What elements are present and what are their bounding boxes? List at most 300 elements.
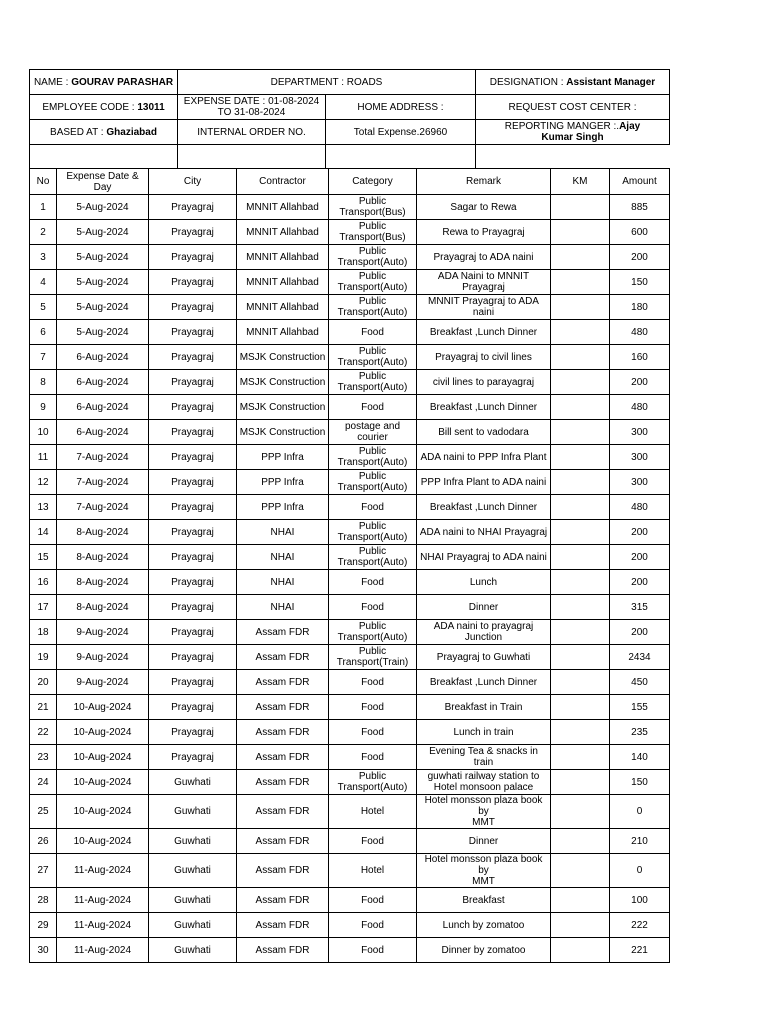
cell-contractor-text: MSJK Construction: [239, 376, 326, 388]
cell-no: [30, 420, 57, 445]
cell-amount: [610, 520, 670, 545]
cell-amount-text: 600: [631, 226, 648, 238]
cell-city-text: Prayagraj: [171, 501, 214, 513]
table-row: [30, 270, 670, 295]
cell-remark-text: MMT: [472, 876, 495, 887]
cell-contractor-text: Assam FDR: [255, 651, 310, 663]
cell-contractor: [237, 670, 329, 695]
cell-no-text: 1: [40, 201, 46, 213]
cell-amount-text: 200: [631, 376, 648, 388]
cell-city: [149, 395, 237, 420]
cell-city-text: Prayagraj: [171, 601, 214, 613]
cell-no-text: 14: [37, 526, 49, 538]
cell-date-text: 5-Aug-2024: [76, 326, 129, 338]
cell-no-text: 13: [37, 501, 49, 513]
cell-city-text: Guwhati: [174, 776, 211, 788]
cell-category: [329, 395, 417, 420]
cell-date-text: 9-Aug-2024: [76, 651, 129, 663]
cell-contractor-text: NHAI: [270, 551, 295, 563]
cell-city: [149, 854, 237, 888]
cell-no: [30, 795, 57, 829]
cell-no-text: 11: [37, 451, 49, 463]
cell-city: [149, 795, 237, 829]
cell-city-text: Guwhati: [174, 944, 211, 956]
cell-city-text: Prayagraj: [171, 226, 214, 238]
cell-date-text: 7-Aug-2024: [76, 476, 129, 488]
cell-remark-text: Prayagraj to civil lines: [435, 351, 532, 363]
column-header-row: [30, 169, 670, 195]
cell-category: [329, 720, 417, 745]
cell-city: [149, 770, 237, 795]
cell-amount-text: 885: [631, 201, 648, 213]
cell-category-text: Food: [361, 676, 384, 688]
cell-city: [149, 495, 237, 520]
cell-km: [551, 395, 610, 420]
cell-category-text: Transport(Auto): [337, 482, 408, 493]
cell-date: [57, 888, 149, 913]
cell-km: [551, 195, 610, 220]
cell-contractor-text: MSJK Construction: [239, 426, 326, 438]
cell-contractor-text: PPP Infra: [261, 451, 304, 463]
cell-km: [551, 620, 610, 645]
cell-category-text: Public: [358, 246, 387, 257]
cell-remark: [417, 645, 551, 670]
cell-km: [551, 938, 610, 963]
cell-remark-text: PPP Infra Plant to ADA naini: [420, 476, 547, 488]
designation: DESIGNATION : Assistant Manager: [476, 70, 670, 95]
cell-city: [149, 829, 237, 854]
cell-no: [30, 829, 57, 854]
cell-no-text: 27: [37, 865, 49, 876]
cell-contractor-text: MNNIT Allahbad: [246, 301, 319, 313]
cell-remark-text: Bill sent to vadodara: [438, 426, 529, 438]
cell-amount-text: 200: [631, 526, 648, 538]
cell-amount: [610, 620, 670, 645]
cell-no-text: 5: [40, 301, 46, 313]
cell-city: [149, 370, 237, 395]
cell-category: [329, 645, 417, 670]
col-amount: Amount: [610, 169, 670, 195]
total-expense: Total Expense.26960: [326, 120, 476, 145]
cell-amount-text: 155: [631, 701, 648, 713]
cell-category-text: Public: [358, 621, 387, 632]
cell-remark: [417, 670, 551, 695]
cell-date-text: 7-Aug-2024: [76, 451, 129, 463]
cell-city-text: Guwhati: [174, 806, 211, 817]
cell-city-text: Guwhati: [174, 835, 211, 847]
cell-amount-text: 300: [631, 451, 648, 463]
cell-category: [329, 829, 417, 854]
cell-date: [57, 370, 149, 395]
cell-no-text: 23: [37, 751, 49, 763]
cell-city: [149, 545, 237, 570]
cell-category-text: Transport(Bus): [339, 207, 406, 218]
cell-city-text: Guwhati: [174, 865, 211, 876]
cell-contractor-text: NHAI: [270, 526, 295, 538]
table-row: [30, 420, 670, 445]
cell-amount: [610, 595, 670, 620]
cell-category-text: Hotel: [360, 806, 385, 817]
cell-no-text: 18: [37, 626, 49, 638]
blank-cell: [326, 145, 476, 169]
cell-date-text: 6-Aug-2024: [76, 376, 129, 388]
cell-city-text: Prayagraj: [171, 201, 214, 213]
cell-city: [149, 570, 237, 595]
cell-category: [329, 520, 417, 545]
table-row: [30, 854, 670, 888]
cell-date-text: 10-Aug-2024: [73, 726, 132, 738]
cell-remark: [417, 320, 551, 345]
cell-remark-text: Prayagraj to Guwhati: [436, 651, 531, 663]
cell-km: [551, 570, 610, 595]
col-contractor: Contractor: [237, 169, 329, 195]
cell-remark-text: Lunch: [469, 576, 498, 588]
cell-date-text: 5-Aug-2024: [76, 226, 129, 238]
cell-remark-text: NHAI Prayagraj to ADA naini: [420, 551, 547, 563]
cell-amount: [610, 670, 670, 695]
cell-category-text: Food: [361, 576, 384, 588]
cell-no: [30, 245, 57, 270]
cell-no-text: 29: [37, 919, 49, 931]
cell-amount-text: 0: [636, 865, 643, 876]
employee-code: EMPLOYEE CODE : 13011: [30, 95, 178, 120]
cell-date: [57, 270, 149, 295]
table-row: [30, 888, 670, 913]
table-row: [30, 829, 670, 854]
cell-contractor: [237, 745, 329, 770]
cell-no: [30, 913, 57, 938]
table-row: [30, 220, 670, 245]
cell-city: [149, 520, 237, 545]
cell-remark-text: Breakfast ,Lunch Dinner: [429, 676, 538, 688]
cell-contractor-text: PPP Infra: [261, 501, 304, 513]
cell-amount: [610, 770, 670, 795]
cell-remark-text: Lunch in train: [453, 726, 514, 738]
table-row: [30, 195, 670, 220]
cell-amount: [610, 270, 670, 295]
cell-contractor-text: Assam FDR: [255, 626, 310, 638]
cell-km: [551, 645, 610, 670]
cell-amount: [610, 829, 670, 854]
cell-km: [551, 270, 610, 295]
table-row: [30, 445, 670, 470]
cell-category: [329, 670, 417, 695]
cell-amount: [610, 245, 670, 270]
cell-remark: [417, 345, 551, 370]
cell-remark: [417, 720, 551, 745]
cell-km: [551, 545, 610, 570]
cell-contractor: [237, 370, 329, 395]
cell-date-text: 5-Aug-2024: [76, 201, 129, 213]
cell-amount-text: 480: [631, 501, 648, 513]
cell-remark: [417, 270, 551, 295]
cell-remark: [417, 770, 551, 795]
cell-remark-text: Prayagraj to ADA naini: [433, 251, 534, 263]
cell-remark-text: Breakfast ,Lunch Dinner: [429, 401, 538, 413]
cell-remark: [417, 695, 551, 720]
expense-header-table: [29, 69, 670, 169]
internal-order-no: INTERNAL ORDER NO.: [178, 120, 326, 145]
cell-contractor-text: Assam FDR: [255, 751, 310, 763]
cell-remark: [417, 420, 551, 445]
cell-km: [551, 320, 610, 345]
cell-remark: [417, 795, 551, 829]
cell-remark-text: ADA naini to prayagraj: [433, 621, 534, 632]
table-row: [30, 620, 670, 645]
cell-amount-text: 200: [631, 551, 648, 563]
cell-contractor: [237, 295, 329, 320]
col-city: City: [149, 169, 237, 195]
cell-km: [551, 245, 610, 270]
cell-category: [329, 854, 417, 888]
cell-category-text: Transport(Auto): [337, 532, 408, 543]
cell-date: [57, 495, 149, 520]
cell-city: [149, 670, 237, 695]
cell-km: [551, 720, 610, 745]
cell-date: [57, 695, 149, 720]
cell-category-text: Hotel: [360, 865, 385, 876]
cell-city: [149, 270, 237, 295]
cell-category: [329, 495, 417, 520]
cell-remark-text: Breakfast: [462, 894, 505, 906]
cell-remark: [417, 570, 551, 595]
cell-no-text: 16: [37, 576, 49, 588]
cell-category: [329, 420, 417, 445]
cell-remark: [417, 370, 551, 395]
cell-city: [149, 470, 237, 495]
cell-city: [149, 220, 237, 245]
cell-amount-text: 210: [631, 835, 648, 847]
cell-date-text: 8-Aug-2024: [76, 526, 129, 538]
cell-remark: [417, 620, 551, 645]
cell-remark: [417, 245, 551, 270]
cell-no: [30, 520, 57, 545]
table-row: [30, 695, 670, 720]
cell-date: [57, 545, 149, 570]
cell-date-text: 6-Aug-2024: [76, 351, 129, 363]
cell-remark-text: ADA naini to NHAI Prayagraj: [419, 526, 548, 538]
cell-city-text: Guwhati: [174, 894, 211, 906]
cell-remark: [417, 595, 551, 620]
cell-amount: [610, 395, 670, 420]
cell-city: [149, 720, 237, 745]
cell-date-text: 5-Aug-2024: [76, 251, 129, 263]
cell-category: [329, 595, 417, 620]
table-row: [30, 520, 670, 545]
cell-km: [551, 420, 610, 445]
cell-city: [149, 913, 237, 938]
cell-no-text: 6: [40, 326, 46, 338]
cell-no: [30, 645, 57, 670]
cell-km: [551, 445, 610, 470]
cell-category-text: Public: [358, 221, 387, 232]
cell-amount: [610, 938, 670, 963]
cell-amount: [610, 220, 670, 245]
table-row: [30, 545, 670, 570]
cell-contractor: [237, 470, 329, 495]
cell-amount: [610, 420, 670, 445]
cell-contractor: [237, 829, 329, 854]
cell-amount-text: 200: [631, 576, 648, 588]
cell-city-text: Prayagraj: [171, 351, 214, 363]
cell-contractor: [237, 695, 329, 720]
cell-remark: [417, 395, 551, 420]
cell-no: [30, 470, 57, 495]
cell-category: [329, 320, 417, 345]
cell-km: [551, 770, 610, 795]
cell-date: [57, 645, 149, 670]
table-row: [30, 370, 670, 395]
cell-date: [57, 854, 149, 888]
cell-remark: [417, 195, 551, 220]
cell-category-text: Public: [358, 521, 387, 532]
cell-no-text: 20: [37, 676, 49, 688]
cell-contractor: [237, 320, 329, 345]
cell-amount: [610, 795, 670, 829]
cell-date: [57, 829, 149, 854]
cell-contractor: [237, 620, 329, 645]
cell-city-text: Prayagraj: [171, 626, 214, 638]
cell-no-text: 28: [37, 894, 49, 906]
cell-no: [30, 270, 57, 295]
cell-no: [30, 320, 57, 345]
cell-date-text: 8-Aug-2024: [76, 551, 129, 563]
cell-category: [329, 195, 417, 220]
cell-remark: [417, 495, 551, 520]
cell-city-text: Prayagraj: [171, 276, 214, 288]
cell-amount-text: 480: [631, 401, 648, 413]
cell-date-text: 6-Aug-2024: [76, 401, 129, 413]
cell-category-text: Transport(Auto): [337, 782, 408, 793]
cell-category: [329, 345, 417, 370]
cell-amount-text: 140: [631, 751, 648, 763]
cell-remark: [417, 745, 551, 770]
table-row: [30, 470, 670, 495]
cell-city: [149, 595, 237, 620]
cell-city-text: Prayagraj: [171, 551, 214, 563]
cell-no-text: 12: [37, 476, 49, 488]
cell-city-text: Prayagraj: [171, 751, 214, 763]
cell-contractor: [237, 645, 329, 670]
cell-contractor: [237, 720, 329, 745]
cell-amount-text: 300: [631, 426, 648, 438]
cell-city: [149, 888, 237, 913]
cell-date: [57, 420, 149, 445]
cell-contractor: [237, 270, 329, 295]
cell-remark-text: Dinner: [468, 601, 499, 613]
cell-contractor-text: MSJK Construction: [239, 351, 326, 363]
cell-city: [149, 645, 237, 670]
cell-contractor-text: Assam FDR: [255, 944, 310, 956]
cell-city-text: Guwhati: [174, 919, 211, 931]
cell-no-text: 19: [37, 651, 49, 663]
cell-no: [30, 938, 57, 963]
cell-contractor: [237, 888, 329, 913]
cell-category-text: Food: [361, 701, 384, 713]
cell-remark: [417, 913, 551, 938]
cell-remark-text: Hotel monsson plaza book by: [424, 854, 543, 876]
table-row: [30, 570, 670, 595]
cell-city-text: Prayagraj: [171, 376, 214, 388]
cell-no-text: 7: [40, 351, 46, 363]
cell-city: [149, 195, 237, 220]
expense-date: EXPENSE DATE : 01-08-2024 TO 31-08-2024: [178, 95, 326, 120]
cell-contractor: [237, 595, 329, 620]
cell-date-text: 5-Aug-2024: [76, 301, 129, 313]
table-row: [30, 245, 670, 270]
cell-contractor-text: Assam FDR: [255, 806, 310, 817]
cell-category-text: Food: [361, 601, 384, 613]
cell-amount: [610, 495, 670, 520]
cell-amount: [610, 854, 670, 888]
cell-no: [30, 720, 57, 745]
blank-cell: [30, 145, 178, 169]
expense-sheet: [29, 69, 669, 963]
cell-contractor-text: Assam FDR: [255, 865, 310, 876]
cell-no-text: 4: [40, 276, 46, 288]
cell-date: [57, 745, 149, 770]
cell-km: [551, 220, 610, 245]
table-row: [30, 320, 670, 345]
cell-category-text: Public: [358, 546, 387, 557]
cell-date-text: 11-Aug-2024: [73, 894, 132, 906]
cell-amount-text: 200: [631, 626, 648, 638]
cell-contractor: [237, 395, 329, 420]
cell-remark-text: Hotel monsoon palace: [433, 782, 534, 793]
cell-category-text: Food: [361, 401, 384, 413]
cell-contractor: [237, 854, 329, 888]
col-no: No: [30, 169, 57, 195]
table-row: [30, 770, 670, 795]
cell-date-text: 11-Aug-2024: [73, 944, 132, 956]
cell-city-text: Prayagraj: [171, 726, 214, 738]
cell-no-text: 15: [37, 551, 49, 563]
cell-category-text: Transport(Train): [336, 657, 409, 668]
cell-remark-text: Lunch by zomatoo: [442, 919, 525, 931]
cell-km: [551, 670, 610, 695]
cell-category: [329, 620, 417, 645]
cell-contractor-text: MSJK Construction: [239, 401, 326, 413]
cell-remark: [417, 888, 551, 913]
cell-category-text: Transport(Auto): [337, 282, 408, 293]
col-km: KM: [551, 169, 610, 195]
cell-city-text: Prayagraj: [171, 576, 214, 588]
cell-no: [30, 770, 57, 795]
cell-amount-text: 2434: [628, 651, 651, 663]
cell-date-text: 7-Aug-2024: [76, 501, 129, 513]
cell-category-text: Public: [358, 196, 387, 207]
cell-amount: [610, 570, 670, 595]
cell-category-text: Food: [361, 944, 384, 956]
cell-city: [149, 445, 237, 470]
cell-city-text: Prayagraj: [171, 426, 214, 438]
cell-remark: [417, 445, 551, 470]
cell-no: [30, 395, 57, 420]
cell-remark: [417, 854, 551, 888]
blank-cell: [476, 145, 670, 169]
cell-no: [30, 745, 57, 770]
cell-no: [30, 445, 57, 470]
cell-no: [30, 888, 57, 913]
cell-city-text: Prayagraj: [171, 251, 214, 263]
cell-no-text: 22: [37, 726, 49, 738]
cell-remark-text: Breakfast ,Lunch Dinner: [429, 326, 538, 338]
cell-no: [30, 570, 57, 595]
cell-category-text: Public: [358, 346, 387, 357]
cell-amount: [610, 645, 670, 670]
cell-date-text: 9-Aug-2024: [76, 676, 129, 688]
cell-category: [329, 545, 417, 570]
